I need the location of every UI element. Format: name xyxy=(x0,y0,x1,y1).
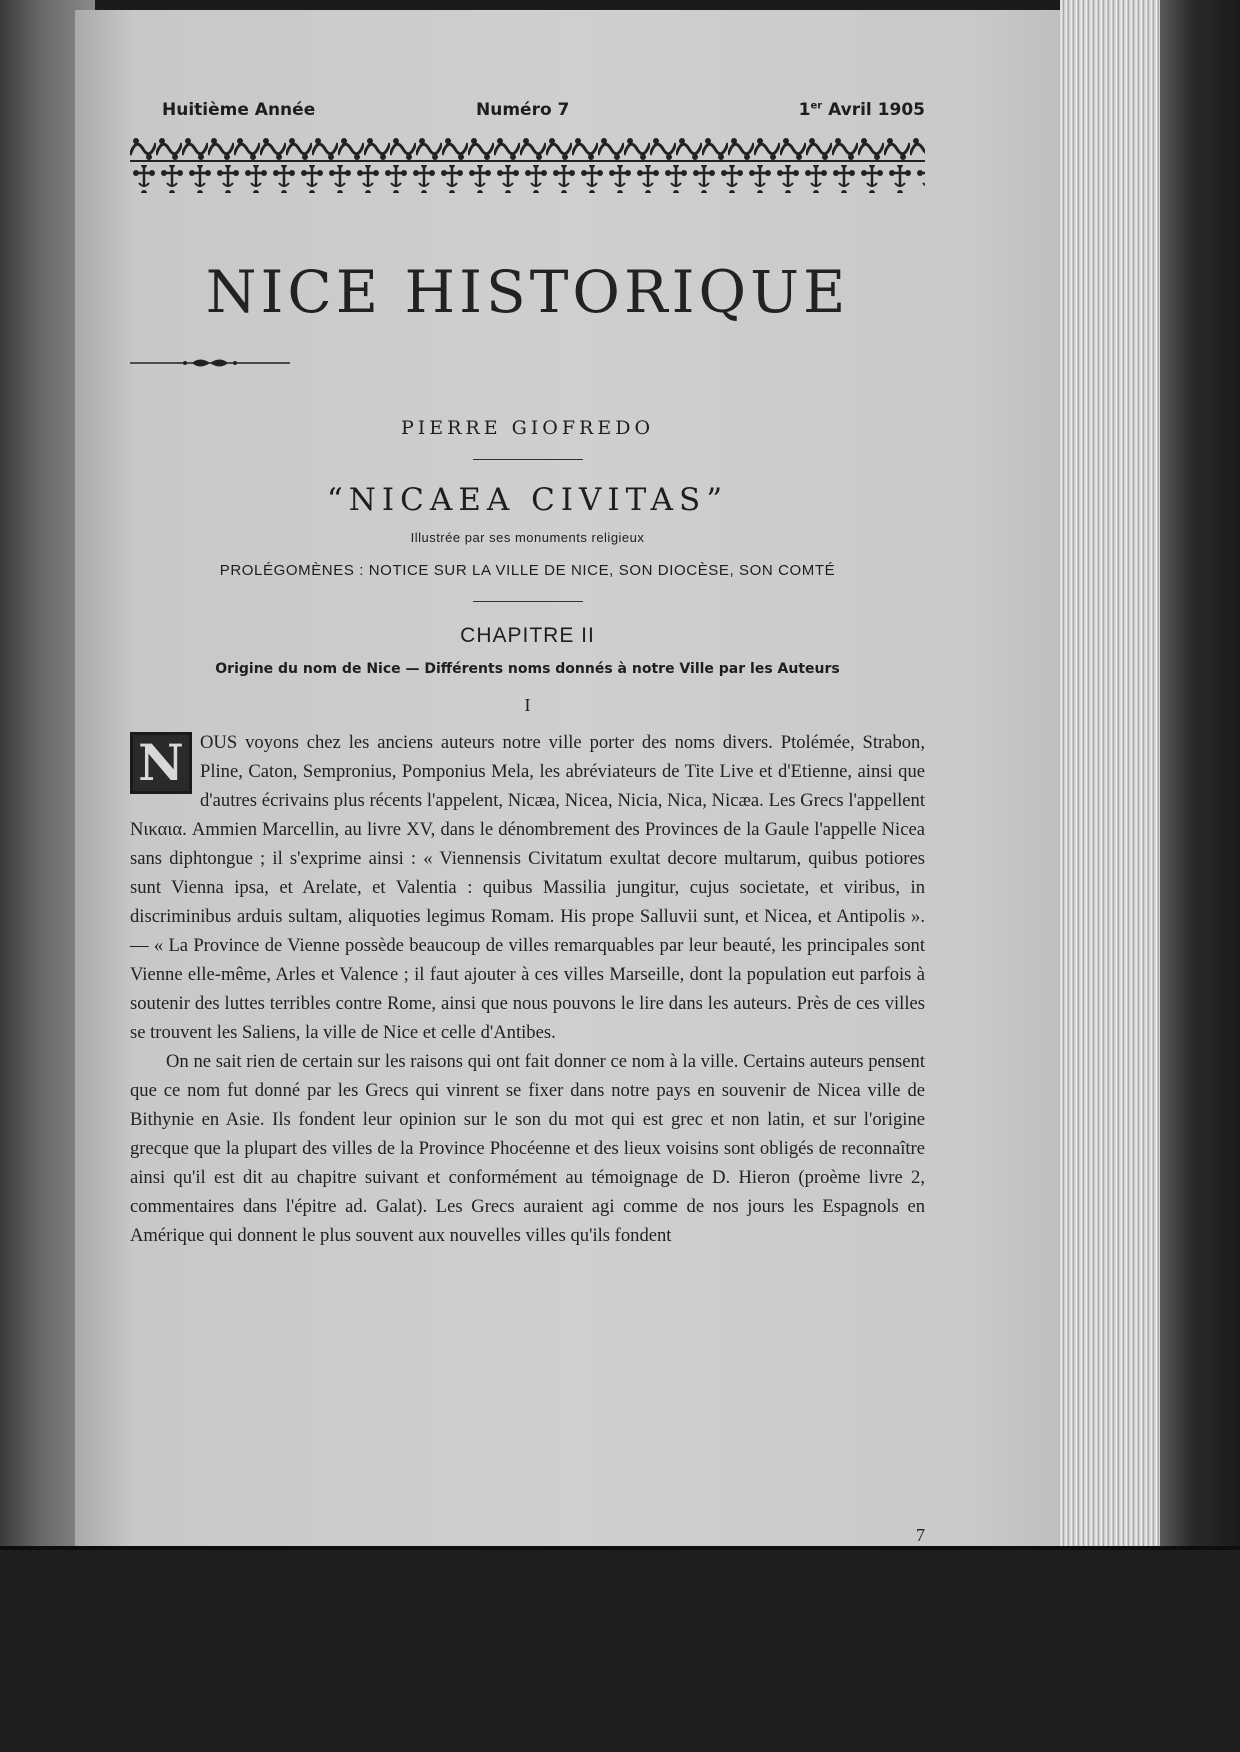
header-issue-number: Numéro 7 xyxy=(476,100,570,120)
article-title: “NICAEA CIVITAS” xyxy=(326,482,729,518)
dropcap-ornament xyxy=(130,732,192,794)
book-cover xyxy=(1160,0,1240,1560)
paragraph-2-text: On ne sait rien de certain sur les raisons qui ont fait donner ce nom à la ville. Certains auteurs pensent que ce nom fut donné par les Grecs qui vinrent se fixer dans notre pays en souvenir de Nicea ville de Bithynie en Asie. Ils fondent leur opinion sur le son du mot qui est grec et non latin, et sur l'origine grecque que la plupart des villes de la Province Phocéenne et des lieux voisins sont obligés de reconnaître ainsi qu'il est dit au chapitre suivant et conformément au témoignage de D. Hieron (proème livre 2, commentaires dans l'épitre ad. Galat). Les Grecs auraient agi comme de nos jours les Espagnols en Amérique qui donnent le plus souvent aux nouvelles villes qu'ils fondent xyxy=(130,1051,925,1246)
chapter-heading: CHAPITRE II xyxy=(460,624,595,647)
header-date xyxy=(799,100,925,120)
paragraph-1-text: OUS voyons chez les anciens auteurs notre ville porter des noms divers. Ptolémée, Strabon, Pline, Caton, Sempronius, Pomponius Mela, les abréviateurs de Tite Live et d'Etienne, ainsi que d'autres écrivains plus récents l'appelent, Nicæa, Nicea, Nicia, Nica, Nicæa. Les Grecs l'appellent Νικαια. Ammien Marcellin, au livre XV, dans le dénombrement des Provinces de la Gaule l'appelle Nicea sans diphtongue ; il s'exprime ainsi : « Viennensis Civitatum exultat decore multarum, quibus potiores sunt Vienna ipsa, et Arelate, et Valentia : quibus Massilia jungitur, cujus societate, et viribus, in discriminibus arduis sultam, aliquoties legimus Romam. His prope Salluvii sunt, et Nicea, et Antipolis ». — « La Province de Vienne possède beaucoup de villes remarquables par leur beauté, les principales sont Vienne elle-même, Arles et Valence ; il faut ajouter à ces villes Marseille, dont la population eut parfois à soutenir des luttes terribles contre Rome, ainsi que nous pouvons le lire dans les auteurs. Près de ces villes se trouvent les Saliens, la ville de Nice et celle d'Antibes. xyxy=(130,732,925,1043)
dropcap-letter: N xyxy=(138,733,184,792)
page-content xyxy=(130,95,925,1545)
header-date-rest: Avril 1905 xyxy=(822,100,925,120)
ornamental-border xyxy=(130,133,925,195)
header-date-day: 1 xyxy=(798,100,811,120)
paragraph xyxy=(130,728,925,1047)
author-name: PIERRE GIOFREDO xyxy=(400,417,655,439)
journal-title: NICE HISTORIQUE xyxy=(205,258,850,326)
section-number: I xyxy=(524,695,531,715)
rule-divider-2 xyxy=(473,601,583,602)
rule-divider xyxy=(473,459,583,460)
running-header xyxy=(130,95,925,125)
header-date-sup: er xyxy=(810,100,823,112)
ornamental-divider xyxy=(130,356,290,370)
paragraph xyxy=(130,1047,925,1250)
body-text xyxy=(130,728,925,1250)
prolegomenes-line: PROLÉGOMÈNES : NOTICE SUR LA VILLE DE NICE, SON DIOCÈSE, SON COMTÉ xyxy=(219,562,836,579)
header-year: Huitième Année xyxy=(162,100,316,120)
page-number: 7 xyxy=(916,1525,925,1545)
chapter-subtitle: Origine du nom de Nice — Différents noms donnés à notre Ville par les Auteurs xyxy=(215,661,840,677)
article-subtitle: Illustrée par ses monuments religieux xyxy=(410,530,645,545)
background-surface xyxy=(0,1550,1240,1752)
